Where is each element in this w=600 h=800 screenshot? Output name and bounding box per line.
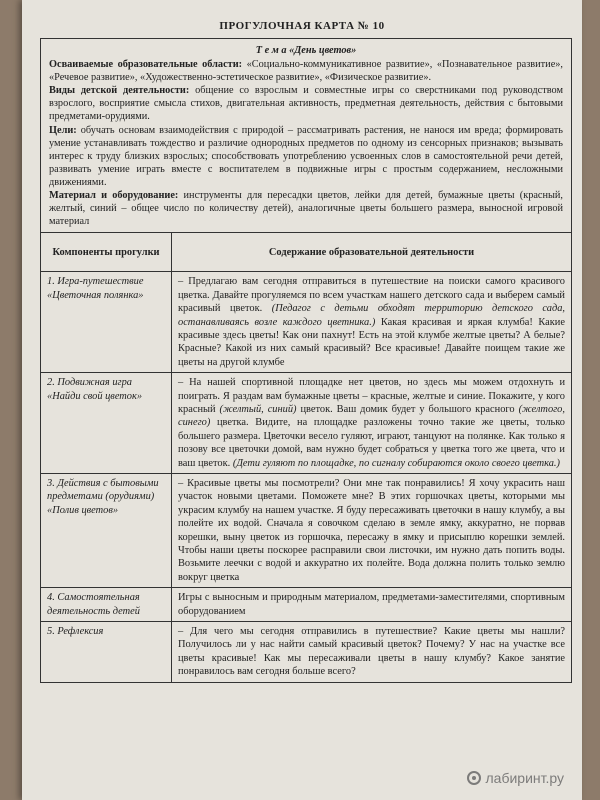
materials-paragraph bbox=[49, 189, 563, 228]
page-title: ПРОГУЛОЧНАЯ КАРТА № 10 bbox=[219, 20, 385, 32]
content-text: цветок. Ваш домик будет у большого красного bbox=[300, 403, 515, 415]
table-header-row bbox=[41, 233, 572, 272]
areas-label: Осваиваемые образовательные области: bbox=[49, 59, 243, 71]
component-cell: 5. Рефлексия bbox=[41, 622, 172, 683]
activities-label: Виды детской деятельности: bbox=[49, 85, 190, 97]
content-italic: (желтого, синего) bbox=[178, 403, 565, 429]
materials-label: Материал и оборудование: bbox=[49, 190, 179, 202]
component-cell: 2. Подвижная игра «Найди свой цветок» bbox=[41, 373, 172, 474]
materials-text: инструменты для пересадки цветов, лейки для детей, бумажные цветы (красный, желтый, синий – общее число по количеству детей), аналогичные цветы большего размера, выносной игровой материал bbox=[49, 190, 564, 228]
table-row bbox=[41, 588, 572, 622]
content-cell: Игры с выносным и природным материалом, предметами-заместителями, спортивным оборудованием bbox=[172, 588, 572, 622]
column-header-components: Компоненты прогулки bbox=[41, 233, 172, 272]
goals-text: обучать основам взаимодействия с природой – рассматривать растения, не нанося им вреда; формировать умение устанавливать тождество и различие однородных предметов по одному из сенсорных признаков; вызывать интерес к труду близких взрослых; способствовать употреблению усвоенных слов в самостоятельной речи детей, развивать умение играть вместе с воспитателем в подвижные игры с простым содержанием, несложными движениями. bbox=[49, 124, 564, 188]
areas-text: «Социально-коммуникативное развитие», «Познавательное развитие», «Речевое развитие», «Художественно-эстетическое развитие», «Физическое развитие». bbox=[49, 59, 563, 84]
content-cell bbox=[172, 272, 572, 373]
activities-paragraph bbox=[49, 84, 563, 123]
watermark-text: лабиринт.ру bbox=[485, 770, 564, 786]
content-text: – На нашей спортивной площадке нет цветов, но здесь мы можем отдохнуть и поиграть. Я раздам вам бумажные цветы – красные, желтые и синие. Покажите, у кого красный bbox=[178, 377, 565, 415]
column-header-content: Содержание образовательной деятельности bbox=[172, 233, 572, 272]
topic-heading: Т е м а «День цветов» bbox=[255, 45, 357, 56]
content-text: – Предлагаю вам сегодня отправиться в путешествие на поиски самого красивого цветка. Давайте прогуляемся по всем участкам нашего детского сада и выберем самый красивый цветок. bbox=[178, 276, 565, 315]
document-page bbox=[22, 0, 582, 800]
component-cell: 1. Игра-путешествие «Цветочная полянка» bbox=[41, 272, 172, 373]
component-cell: 3. Действия с бытовыми предметами (орудиями) «Полив цветов» bbox=[41, 474, 172, 588]
component-cell: 4. Самостоятельная деятельность детей bbox=[41, 588, 172, 622]
intro-box bbox=[40, 38, 572, 232]
table-row bbox=[41, 373, 572, 474]
content-text: цветка. Видите, на площадке разложены точно такие же цветы, только большего размера. Цветочки весело гуляют, играют, танцуют на полянке. Как только я позову все цветочки домой, вам нужно будет собраться у цветка того же цвета, что и ваш цветок. bbox=[178, 417, 565, 469]
table-row bbox=[41, 622, 572, 683]
content-italic: (желтый, синий) bbox=[219, 403, 297, 415]
areas-paragraph bbox=[49, 58, 563, 84]
content-text: Какая красивая и яркая клумба! Какие красивые здесь цветы! Как они пахнут! Есть на этой клумбе желтые цветы? А белые? Красные? Какой из них самый красивый? Все красивые! Давайте поищем такие же цветы на другой клумбе bbox=[178, 316, 565, 368]
goals-label: Цели: bbox=[49, 124, 77, 136]
content-cell bbox=[172, 373, 572, 474]
watermark bbox=[467, 770, 564, 786]
content-italic: (Дети гуляют по площадке, по сигналу собираются около своего цветка.) bbox=[232, 457, 560, 469]
goals-paragraph bbox=[49, 124, 563, 189]
labirint-logo-icon bbox=[467, 771, 481, 785]
content-italic: (Педагог с детьми обходят территорию детского сада, останавливаясь возле каждого цветника.) bbox=[178, 303, 565, 328]
table-row bbox=[41, 272, 572, 373]
walk-table bbox=[40, 232, 572, 682]
table-row bbox=[41, 474, 572, 588]
content-cell: – Для чего мы сегодня отправились в путешествие? Какие цветы мы нашли? Получилось ли у нас найти самый красивый цветок? Почему? У нас на участке все цветы красивые! Как мы пересаживали цветы в нашу клумбу? Какое занятие понравилось вам сегодня больше всего? bbox=[172, 622, 572, 683]
activities-text: общение со взрослым и совместные игры со сверстниками под руководством взрослого, восприятие смысла стихов, двигательная активность, предметная деятельность, действия с бытовыми предметами-орудиями. bbox=[49, 85, 563, 123]
content-cell: – Красивые цветы мы посмотрели? Они мне так понравились! Я хочу украсить наш участок новыми цветами. Поможете мне? В этих горшочках цветы, которыми мы украсим клумбу на нашем участке. Я буду пересаживать цветочки в нашу клумбу, а вы полейте их водой. Сначала я совочком сделаю в земле ямку, аккуратно, не порвав корешки, выну цветок из горшочка, пересажу в ямку и присыплю корешки землей. Чтобы наши цветы поскорее расправили свои листочки, им нужно дать попить воды. Возьмите леечки с водой и аккуратно их полейте. Вода должна полить только землю вокруг цветка bbox=[172, 474, 572, 588]
